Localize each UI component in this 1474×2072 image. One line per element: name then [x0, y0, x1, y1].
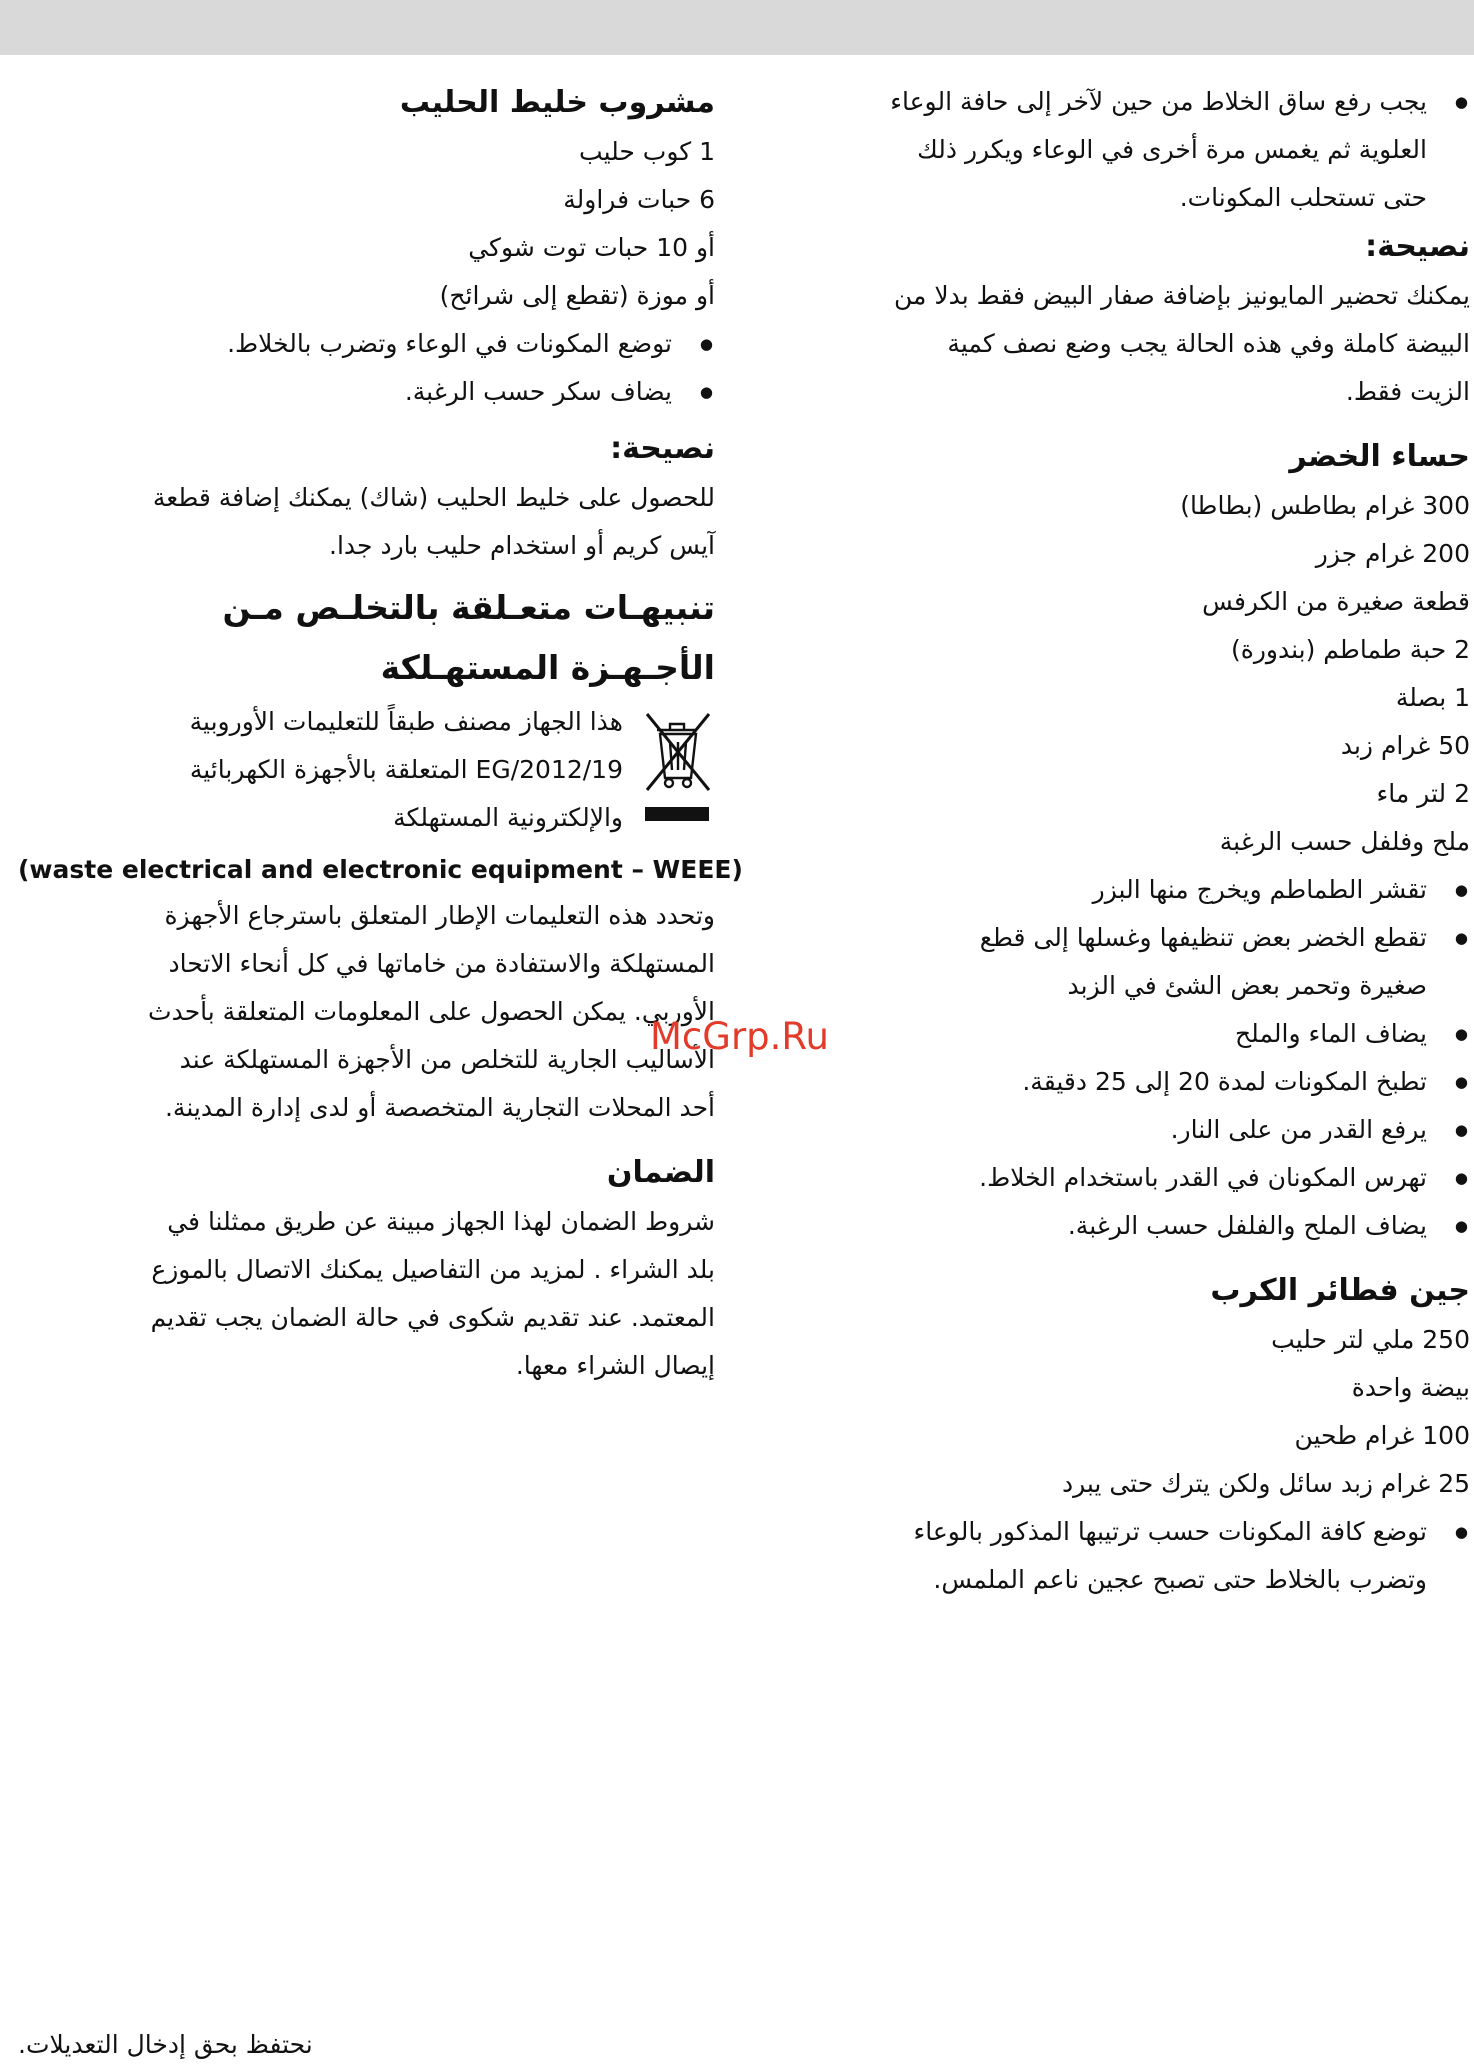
- ingredient: 100 غرام طحين: [1294, 1421, 1470, 1450]
- ingredient: قطعة صغيرة من الكرفس: [1202, 587, 1470, 616]
- ingredient: 25 غرام زبد سائل ولكن يترك حتى يبرد: [1061, 1469, 1470, 1498]
- tip-heading: نصيحة:: [1365, 229, 1470, 264]
- tip-line: آيس كريم أو استخدام حليب بارد جدا.: [329, 531, 715, 560]
- top-grey-bar: [0, 0, 1474, 55]
- ingredient: ملح وفلفل حسب الرغبة: [1219, 827, 1470, 856]
- milkshake-heading: مشروب خليط الحليب: [399, 85, 715, 120]
- tip-heading: نصيحة:: [610, 431, 715, 466]
- tip-line: للحصول على خليط الحليب (شاك) يمكنك إضافة قطعة: [152, 483, 715, 512]
- footer-note: نحتفظ بحق إدخال التعديلات.: [18, 2030, 313, 2059]
- soup-step: ● تقطع الخضر بعض تنظيفها وغسلها إلى قطع صغيرة وتحمر بعض الشئ في الزبد: [775, 914, 1470, 1010]
- weee-english: (waste electrical and electronic equipment – WEEE): [18, 855, 743, 884]
- ingredient: 250 ملي لتر حليب: [1271, 1325, 1470, 1354]
- tip-line: الزيت فقط.: [1345, 377, 1470, 406]
- warranty-line: بلد الشراء . لمزيد من التفاصيل يمكنك الاتصال بالموزع: [151, 1255, 715, 1284]
- soup-step: ● يرفع القدر من على النار.: [775, 1106, 1470, 1154]
- weee-line: هذا الجهاز مصنف طبقاً للتعليمات الأوروبية: [189, 707, 623, 736]
- soup-step: ● يضاف الملح والفلفل حسب الرغبة.: [775, 1202, 1470, 1250]
- weee-underline-bar: [645, 807, 709, 821]
- ingredient: 1 بصلة: [1395, 683, 1470, 712]
- ingredient: 1 كوب حليب: [579, 137, 715, 166]
- soup-heading: حساء الخضر: [1289, 439, 1470, 474]
- ingredient: 2 حبة طماطم (بندورة): [1230, 635, 1470, 664]
- weee-notice: [18, 698, 715, 848]
- disposal-heading: الأجـهـزة المستهـلكة: [380, 648, 715, 687]
- soup-step: ● يضاف الماء والملح: [775, 1010, 1470, 1058]
- soup-step: ● تقشر الطماطم ويخرج منها البزر: [775, 866, 1470, 914]
- soup-step: ● تطبخ المكونات لمدة 20 إلى 25 دقيقة.: [775, 1058, 1470, 1106]
- warranty-line: شروط الضمان لهذا الجهاز مبينة عن طريق ممثلنا في: [167, 1207, 715, 1236]
- tip-line: البيضة كاملة وفي هذه الحالة يجب وضع نصف كمية: [947, 329, 1470, 358]
- ingredient: 6 حبات فراولة: [563, 185, 715, 214]
- crepe-step: ● توضع كافة المكونات حسب ترتيبها المذكور بالوعاء وتضرب بالخلاط حتى تصبح عجين ناعم الملمس.: [775, 1508, 1470, 1604]
- right-column: [775, 78, 1470, 1604]
- disposal-line: الأوربي. يمكن الحصول على المعلومات المتعلقة بأحدث: [148, 997, 715, 1026]
- milkshake-step: ● توضع المكونات في الوعاء وتضرب بالخلاط.: [18, 320, 715, 368]
- disposal-heading: تنبيهـات متعـلقة بالتخلـص مـن: [222, 588, 715, 627]
- ingredient: 2 لتر ماء: [1376, 779, 1470, 808]
- milkshake-step: ● يضاف سكر حسب الرغبة.: [18, 368, 715, 416]
- blender-lift-step: ● يجب رفع ساق الخلاط من حين لآخر إلى حافة الوعاء العلوية ثم يغمس مرة أخرى في الوعاء ويكرر ذلك حتى تستحلب المكونات.: [775, 78, 1470, 222]
- warranty-heading: الضمان: [606, 1155, 715, 1190]
- soup-step: ● تهرس المكونان في القدر باستخدام الخلاط.: [775, 1154, 1470, 1202]
- crepe-heading: جين فطائر الكرب: [1210, 1273, 1470, 1308]
- crossed-out-wheelie-bin-icon: [639, 704, 715, 794]
- watermark: McGrp.Ru: [650, 1015, 829, 1058]
- tip-line: يمكنك تحضير المايونيز بإضافة صفار البيض فقط بدلا من: [893, 281, 1470, 310]
- ingredient: أو 10 حبات توت شوكي: [468, 233, 715, 262]
- ingredient: 50 غرام زبد: [1340, 731, 1470, 760]
- warranty-line: المعتمد. عند تقديم شكوى في حالة الضمان يجب تقديم: [150, 1303, 715, 1332]
- disposal-line: الأساليب الجارية للتخلص من الأجهزة المستهلكة عند: [179, 1045, 715, 1074]
- ingredient: 300 غرام بطاطس (بطاطا): [1180, 491, 1470, 520]
- weee-line: والإلكترونية المستهلكة: [393, 803, 623, 832]
- warranty-line: إيصال الشراء معها.: [515, 1351, 715, 1380]
- ingredient: 200 غرام جزر: [1315, 539, 1470, 568]
- ingredient: بيضة واحدة: [1351, 1373, 1470, 1402]
- disposal-line: المستهلكة والاستفادة من خاماتها في كل أنحاء الاتحاد: [168, 949, 715, 978]
- disposal-line: وتحدد هذه التعليمات الإطار المتعلق باسترجاع الأجهزة: [164, 901, 715, 930]
- ingredient: أو موزة (تقطع إلى شرائح): [439, 281, 715, 310]
- disposal-line: أحد المحلات التجارية المتخصصة أو لدى إدارة المدينة.: [164, 1093, 715, 1122]
- weee-line: 2012/19/EG المتعلقة بالأجهزة الكهربائية: [189, 755, 623, 784]
